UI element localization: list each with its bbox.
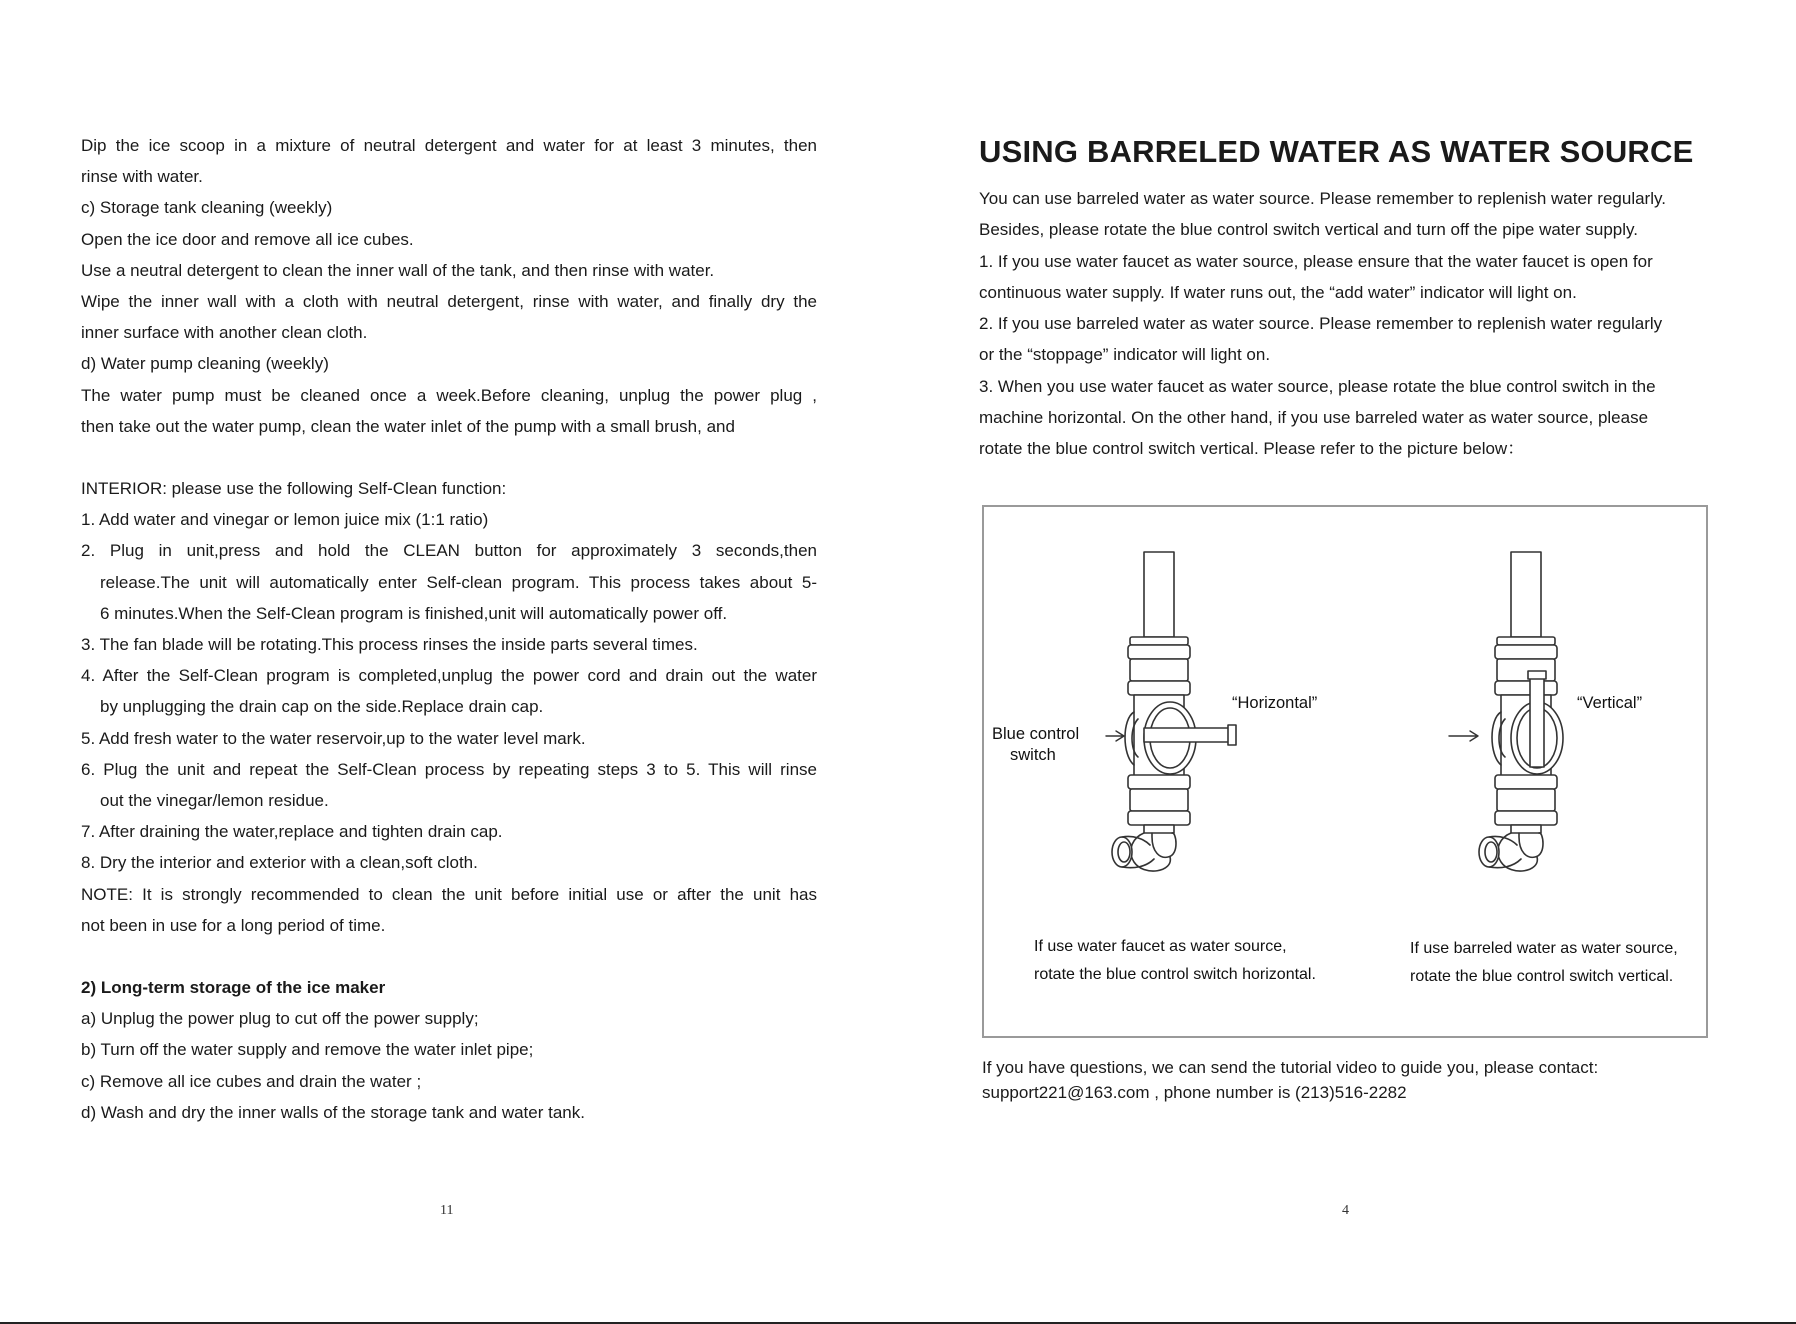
horizontal-label: “Horizontal”: [1232, 694, 1318, 712]
step-line: release.The unit will automatically enter Self-clean program. This process takes about 5-: [100, 572, 817, 592]
paragraph-line: rinse with water.: [81, 167, 203, 187]
paragraph-line: or the “stoppage” indicator will light on.: [979, 345, 1271, 365]
valve-figure: [982, 505, 1708, 1038]
paragraph-line: machine horizontal. On the other hand, if you use barreled water as water source, please: [979, 408, 1649, 428]
caption-right-line1: If use barreled water as water source,: [1410, 940, 1678, 957]
subheading: d) Water pump cleaning (weekly): [81, 354, 329, 374]
page-number: 11: [440, 1203, 454, 1218]
paragraph-line: Besides, please rotate the blue control switch vertical and turn off the pipe water supply.: [979, 220, 1638, 240]
paragraph-line: The water pump must be cleaned once a week.Before cleaning, unplug the power plug ,: [81, 385, 817, 405]
paragraph-line: Wipe the inner wall with a cloth with neutral detergent, rinse with water, and finally dry the: [81, 291, 817, 311]
blue-switch-label-line1: Blue control: [992, 725, 1080, 743]
contact-info: [982, 1055, 1598, 1105]
storage-step: c) Remove all ice cubes and drain the water ;: [81, 1071, 422, 1091]
page-number: 4: [1342, 1203, 1349, 1218]
section-intro: INTERIOR: please use the following Self-Clean function:: [81, 479, 507, 499]
storage-step: a) Unplug the power plug to cut off the power supply;: [81, 1009, 479, 1029]
step-line: 3. The fan blade will be rotating.This process rinses the inside parts several times.: [81, 635, 698, 654]
valve-vertical-drawing: [1449, 552, 1563, 871]
section-heading: 2) Long-term storage of the ice maker: [81, 978, 386, 998]
blank-line: [81, 442, 817, 473]
step-line: by unplugging the drain cap on the side.Replace drain cap.: [100, 697, 544, 717]
step-line: 5. Add fresh water to the water reservoir,up to the water level mark.: [81, 728, 586, 748]
paragraph-line: rotate the blue control switch vertical. Please refer to the picture below：: [979, 439, 1525, 459]
paragraph-line: You can use barreled water as water source. Please remember to replenish water regularly.: [979, 189, 1666, 208]
caption-left-line2: rotate the blue control switch horizontal.: [1034, 966, 1316, 983]
contact-line: If you have questions, we can send the tutorial video to guide you, please contact:: [982, 1058, 1599, 1077]
caption-left-line1: If use water faucet as water source,: [1034, 938, 1287, 955]
storage-step: d) Wash and dry the inner walls of the storage tank and water tank.: [81, 1102, 585, 1122]
valve-horizontal-drawing: [1106, 552, 1236, 871]
contact-email-phone: support221@163.com , phone number is (213)516-2282: [982, 1083, 1407, 1102]
paragraph-line: Dip the ice scoop in a mixture of neutral detergent and water for at least 3 minutes, then: [81, 136, 817, 155]
page-title: USING BARRELED WATER AS WATER SOURCE: [979, 134, 1694, 169]
storage-step: b) Turn off the water supply and remove the water inlet pipe;: [81, 1040, 534, 1060]
paragraph-line: 2. If you use barreled water as water source. Please remember to replenish water regularly: [979, 314, 1663, 334]
subheading: c) Storage tank cleaning (weekly): [81, 198, 333, 218]
step-line: out the vinegar/lemon residue.: [100, 790, 329, 810]
paragraph-line: then take out the water pump, clean the water inlet of the pump with a small brush, and: [81, 416, 735, 436]
step-line: 2. Plug in unit,press and hold the CLEAN button for approximately 3 seconds,then: [81, 541, 817, 561]
paragraph-line: continuous water supply. If water runs out, the “add water” indicator will light on.: [979, 282, 1577, 302]
blank-line: [81, 941, 817, 972]
paragraph-line: 1. If you use water faucet as water source, please ensure that the water faucet is open for: [979, 251, 1653, 271]
paragraph-line: Open the ice door and remove all ice cubes.: [81, 229, 414, 249]
right-page-text: [979, 183, 1719, 465]
caption-right-line2: rotate the blue control switch vertical.: [1410, 968, 1674, 985]
step-line: 8. Dry the interior and exterior with a clean,soft cloth.: [81, 853, 478, 873]
paragraph-line: 3. When you use water faucet as water source, please rotate the blue control switch in the: [979, 376, 1656, 396]
vertical-label: “Vertical”: [1577, 694, 1643, 712]
step-line: 6. Plug the unit and repeat the Self-Clean process by repeating steps 3 to 5. This will rinse: [81, 759, 817, 779]
step-line: 1. Add water and vinegar or lemon juice mix (1:1 ratio): [81, 510, 489, 530]
step-line: 6 minutes.When the Self-Clean program is finished,unit will automatically power off.: [100, 603, 728, 623]
paragraph-line: inner surface with another clean cloth.: [81, 323, 368, 343]
step-line: 4. After the Self-Clean program is completed,unplug the power cord and drain out the water: [81, 666, 817, 686]
left-page-text: [81, 130, 817, 1128]
step-line: 7. After draining the water,replace and tighten drain cap.: [81, 822, 503, 842]
note-line: not been in use for a long period of time.: [81, 915, 386, 935]
note-line: NOTE: It is strongly recommended to clean the unit before initial use or after the unit has: [81, 884, 817, 904]
paragraph-line: Use a neutral detergent to clean the inner wall of the tank, and then rinse with water.: [81, 260, 715, 280]
blue-switch-label-line2: switch: [1010, 746, 1056, 764]
right-page: [898, 0, 1796, 1324]
